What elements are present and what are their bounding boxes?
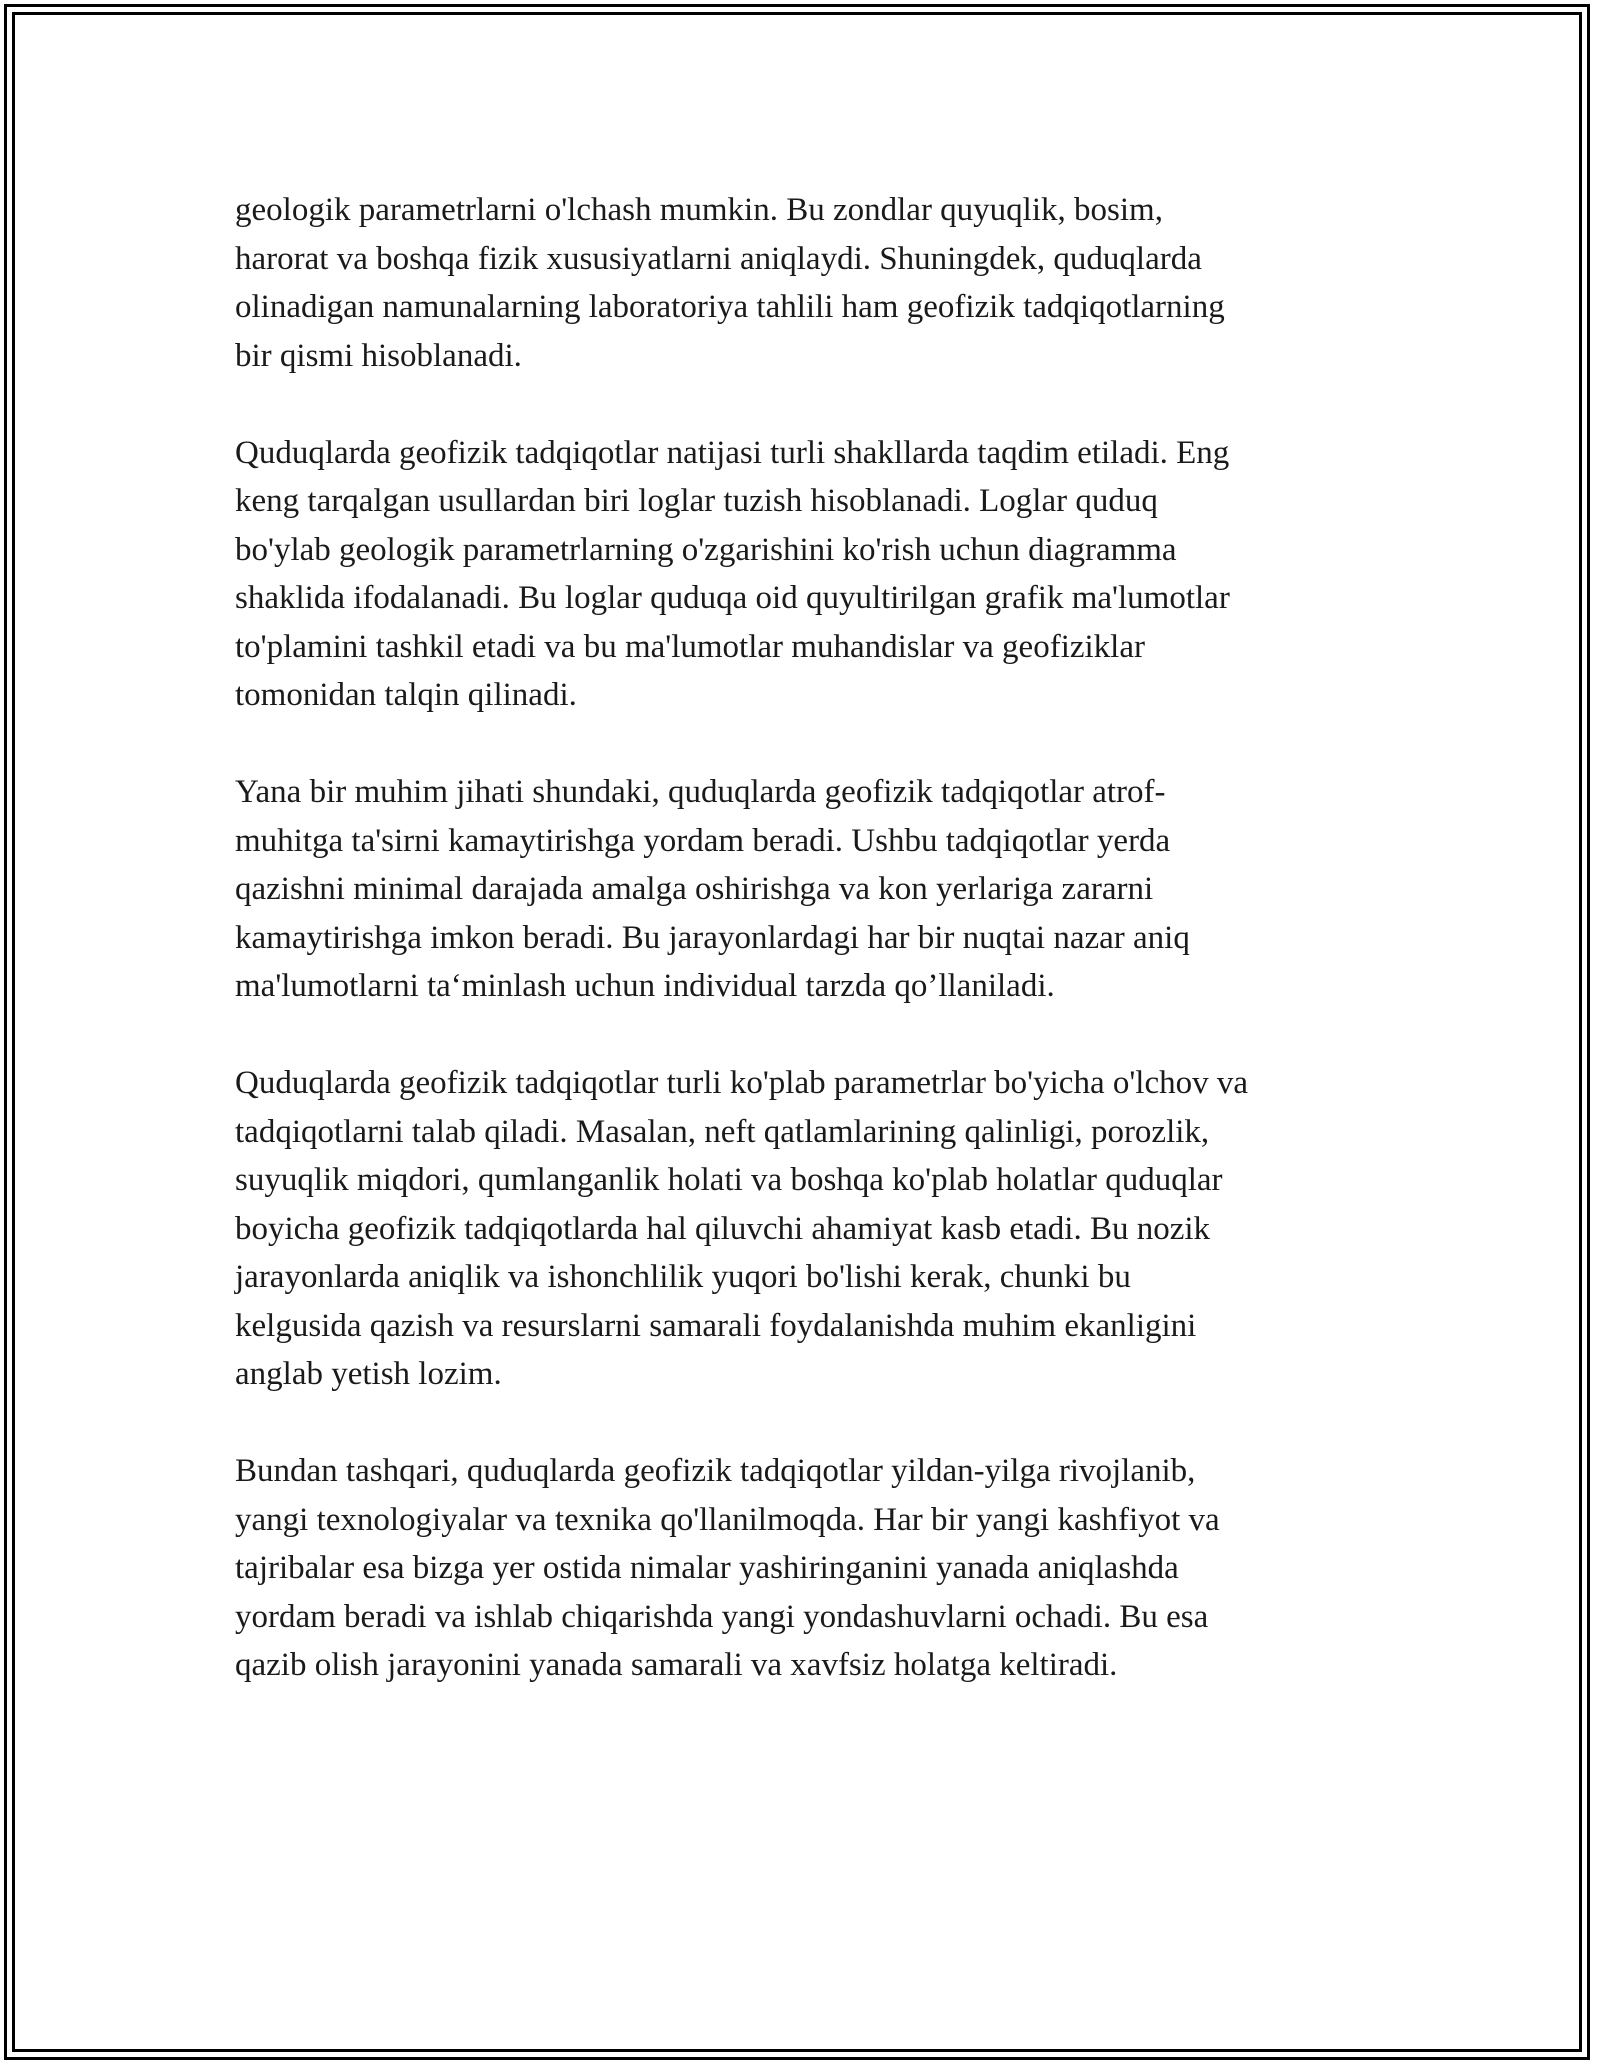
paragraph: Quduqlarda geofizik tadqiqotlar turli ko'plab parametrlar bo'yicha o'lchov va tadqiqotlarni talab qiladi. Masalan, neft qatlamlarining qalinligi, porozlik, suyuqlik miqdori, qumlanganlik holati va boshqa ko'plab holatlar quduqlar boyicha geofizik tadqiqotlarda hal qiluvchi ahamiyat kasb etadi. Bu nozik jarayonlarda aniqlik va ishonchlilik yuqori bo'lishi kerak, chunki bu kelgusida qazish va resurslarni samarali foydalanishda muhim ekanligini anglab yetish lozim.: [235, 1065, 1248, 1392]
paragraph: geologik parametrlarni o'lchash mumkin. Bu zondlar quyuqlik, bosim, harorat va boshqa fizik xususiyatlarni aniqlaydi. Shuningdek, quduqlarda olinadigan namunalarning laboratoriya tahlili ham geofizik tadqiqotlarning bir qismi hisoblanadi.: [235, 192, 1225, 374]
paragraph: Yana bir muhim jihati shundaki, quduqlarda geofizik tadqiqotlar atrof- muhitga ta'sirni kamaytirishga yordam beradi. Ushbu tadqiqotlar yerda qazishni minimal darajada amalga oshirishga va kon yerlariga zararni kamaytirishga imkon beradi. Bu jarayonlardagi har bir nuqtai nazar aniq ma'lumotlarni ta‘minlash uchun individual tarzda qo’llaniladi.: [235, 774, 1190, 1004]
document-body: [235, 186, 1375, 1690]
paragraph: Quduqlarda geofizik tadqiqotlar natijasi turli shakllarda taqdim etiladi. Eng keng tarqalgan usullardan biri loglar tuzish hisoblanadi. Loglar quduq bo'ylab geologik parametrlarning o'zgarishini ko'rish uchun diagramma shaklida ifodalanadi. Bu loglar quduqa oid quyultirilgan grafik ma'lumotlar to'plamini tashkil etadi va bu ma'lumotlar muhandislar va geofiziklar tomonidan talqin qilinadi.: [235, 434, 1230, 713]
paragraph: Bundan tashqari, quduqlarda geofizik tadqiqotlar yildan-yilga rivojlanib, yangi texnologiyalar va texnika qo'llanilmoqda. Har bir yangi kashfiyot va tajribalar esa bizga yer ostida nimalar yashiringanini yanada aniqlashda yordam beradi va ishlab chiqarishda yangi yondashuvlarni ochadi. Bu esa qazib olish jarayonini yanada samarali va xavfsiz holatga keltiradi.: [235, 1453, 1220, 1683]
